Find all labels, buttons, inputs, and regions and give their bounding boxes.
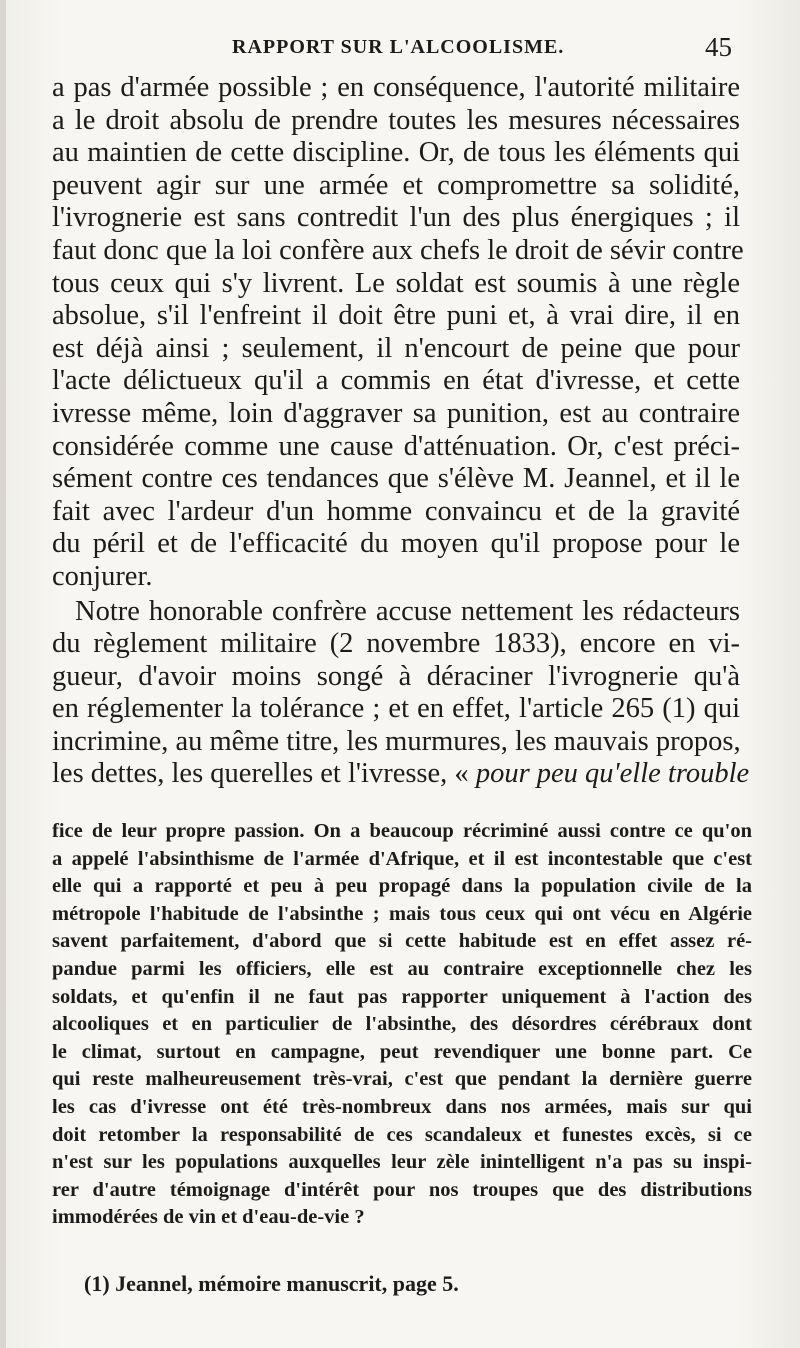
text-line: a le droit absolu de prendre toutes les mesures nécessaires bbox=[52, 104, 740, 136]
note-line: fice de leur propre passion. On a beaucoup récriminé aussi contre ce qu'on bbox=[52, 820, 752, 842]
note-line: a appelé l'absinthisme de l'armée d'Afrique, et il est incontestable que c'est bbox=[52, 847, 752, 870]
note-line: elle qui a rapporté et peu à peu propagé dans la population civile de la bbox=[52, 875, 752, 898]
note-line: n'est sur les populations auxquelles leur zèle inintelligent n'a pas su inspi- bbox=[52, 1151, 752, 1174]
note-line: pandue parmi les officiers, elle est au contraire exceptionnelle chez les bbox=[52, 957, 752, 980]
running-title: RAPPORT SUR L'ALCOOLISME. bbox=[232, 36, 565, 58]
text-line: sément contre ces tendances que s'élève M. Jeannel, et il le bbox=[52, 463, 740, 495]
text-line: l'acte délictueux qu'il a commis en état d'ivresse, et cette bbox=[52, 365, 740, 397]
note-line: alcooliques et en particulier de l'absinthe, des désordres cérébraux dont bbox=[52, 1013, 752, 1036]
note-text bbox=[52, 818, 752, 1232]
text-line: a pas d'armée possible ; en conséquence, l'autorité militaire bbox=[52, 72, 740, 103]
text-line: conjurer. bbox=[52, 560, 153, 592]
text-line: l'ivrognerie est sans contredit l'un des plus énergiques ; il bbox=[52, 202, 740, 234]
text-line: du péril et de l'efficacité du moyen qu'il propose pour le bbox=[52, 528, 740, 560]
page-number: 45 bbox=[705, 32, 732, 62]
paragraph-start-line: Notre honorable confrère accuse nettement les rédacteurs bbox=[75, 595, 740, 627]
text-line: peuvent agir sur une armée et compromettre sa solidité, bbox=[52, 169, 740, 201]
page-edge-shadow bbox=[0, 0, 6, 1348]
note-line: rer d'autre témoignage d'intérêt pour nos troupes que des distributions bbox=[52, 1178, 752, 1201]
quote-prefix: les dettes, les querelles et l'ivresse, « bbox=[52, 758, 476, 790]
text-line: considérée comme une cause d'atténuation. Or, c'est préci- bbox=[52, 430, 740, 462]
note-line: doit retomber la responsabilité de ces scandaleux et funestes excès, si ce bbox=[52, 1123, 752, 1146]
note-line: les cas d'ivresse ont été très-nombreux dans nos armées, mais sur qui bbox=[52, 1095, 752, 1118]
text-line: ivresse même, loin d'aggraver sa punition, est au contraire bbox=[52, 397, 740, 429]
text-line: au maintien de cette discipline. Or, de tous les éléments qui bbox=[52, 137, 740, 169]
text-line: du règlement militaire (2 novembre 1833), encore en vi- bbox=[52, 628, 740, 660]
text-line: faut donc que la loi confère aux chefs le droit de sévir contre bbox=[52, 234, 744, 266]
note-line: soldats, et qu'enfin il ne faut pas rapporter uniquement à l'action des bbox=[52, 985, 752, 1008]
text-line: incrimine, au même titre, les murmures, les mauvais propos, bbox=[52, 725, 741, 757]
note-line: le climat, surtout en campagne, peut revendiquer une bonne part. Ce bbox=[52, 1040, 752, 1063]
text-line-with-quote bbox=[52, 758, 750, 791]
note-line: qui reste malheureusement très-vrai, c'est que pendant la dernière guerre bbox=[52, 1068, 752, 1091]
text-line: fait avec l'ardeur d'un homme convaincu et de la gravité bbox=[52, 495, 740, 527]
footnote: (1) Jeannel, mémoire manuscrit, page 5. bbox=[84, 1271, 459, 1296]
text-line: tous ceux qui s'y livrent. Le soldat est soumis à une règle bbox=[52, 267, 740, 299]
note-line: savent parfaitement, d'abord que si cette habitude est en effet assez ré- bbox=[52, 930, 752, 953]
text-line: en réglementer la tolérance ; et en effet, l'article 265 (1) qui bbox=[52, 693, 740, 725]
note-line: métropole l'habitude de l'absinthe ; mais tous ceux qui ont vécu en Algérie bbox=[52, 902, 752, 925]
quoted-italic-text: pour peu qu'elle trouble bbox=[475, 758, 750, 790]
main-text bbox=[52, 72, 750, 791]
text-line: absolue, s'il l'enfreint il doit être puni et, à vrai dire, il en bbox=[52, 300, 740, 332]
page-header bbox=[0, 32, 800, 76]
note-line: immodérées de vin et d'eau-de-vie ? bbox=[52, 1206, 365, 1229]
text-line: gueur, d'avoir moins songé à déraciner l'ivrognerie qu'à bbox=[52, 660, 740, 692]
text-line: est déjà ainsi ; seulement, il n'encourt de peine que pour bbox=[52, 332, 740, 364]
